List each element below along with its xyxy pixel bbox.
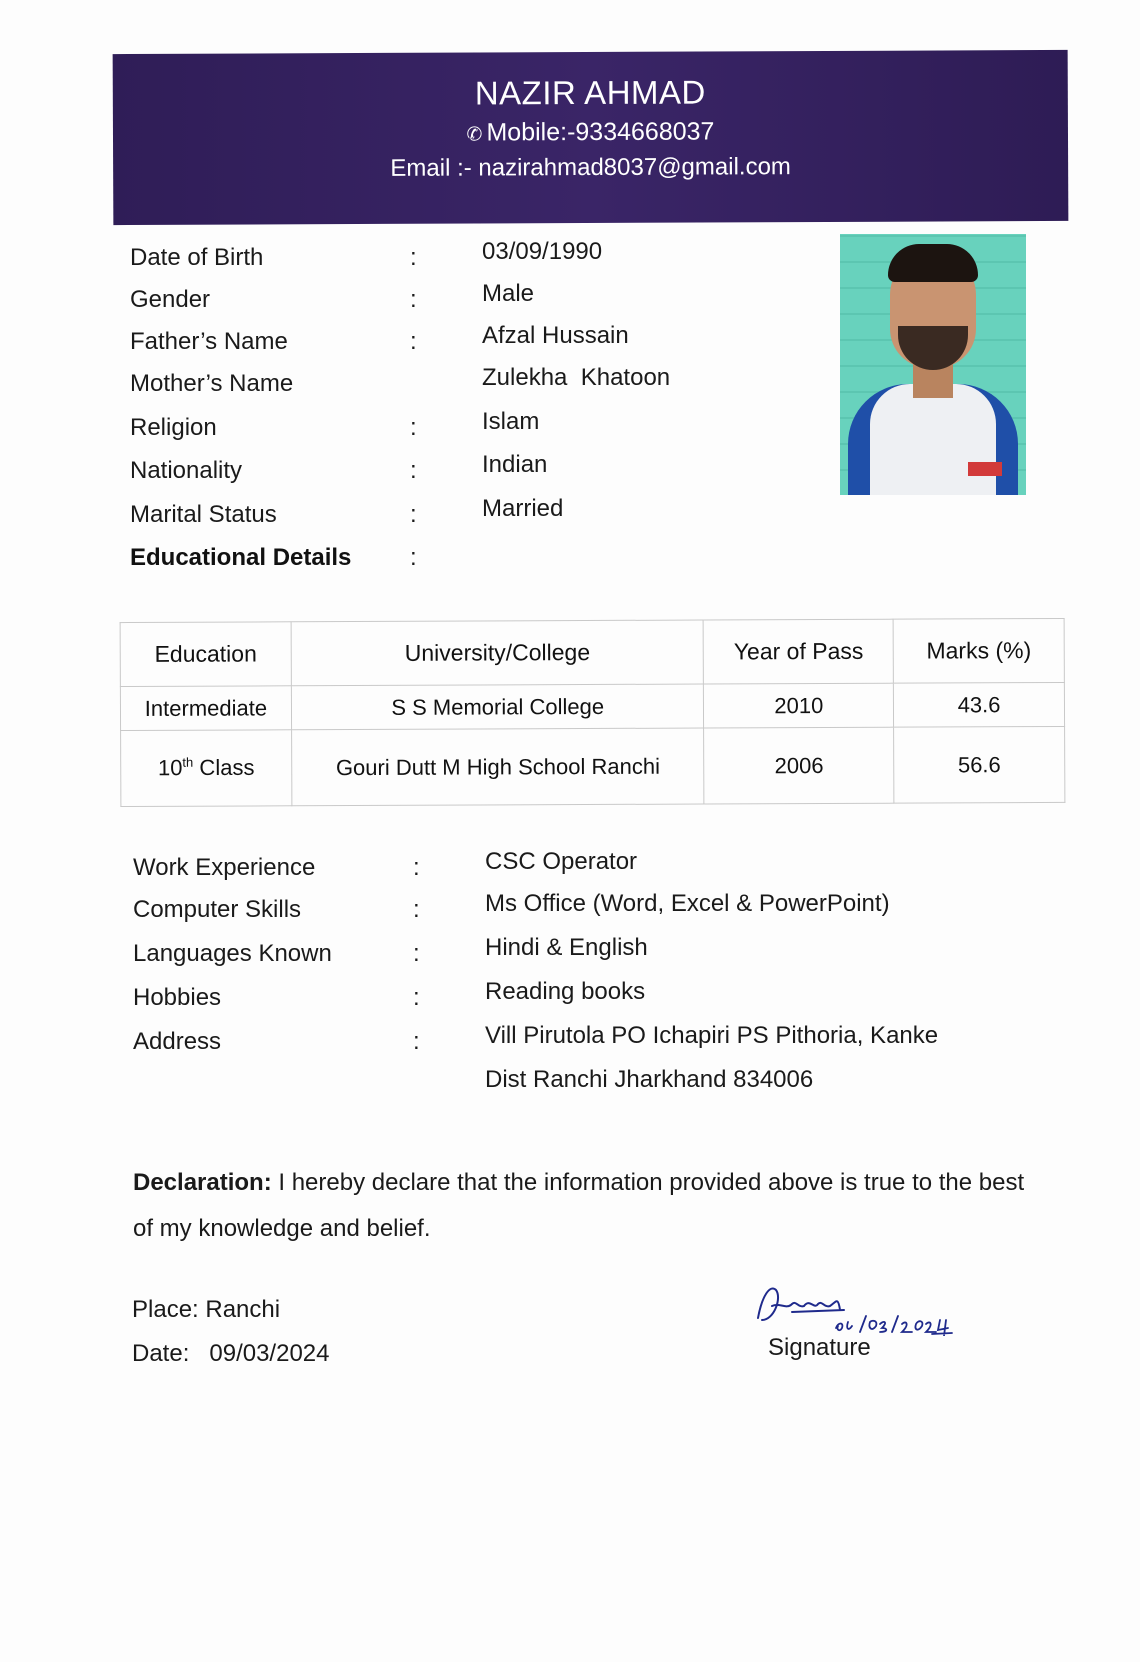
email-line: Email :- nazirahmad8037@gmail.com	[390, 153, 791, 182]
date-label: Date:	[132, 1340, 190, 1367]
declaration-text: I hereby declare that the information provided above is true to the best of my knowledge and belief.	[133, 1169, 1025, 1242]
table-cell: 2010	[704, 683, 894, 728]
detail-value: 03/09/1990	[482, 238, 603, 265]
detail-value: Ms Office (Word, Excel & PowerPoint)	[485, 890, 890, 917]
detail-label: Languages Known	[133, 940, 332, 967]
detail-value: Vill Pirutola PO Ichapiri PS Pithoria, Kanke	[485, 1022, 939, 1049]
table-header: University/College	[291, 620, 704, 686]
photo-hair	[888, 244, 978, 282]
detail-row-hobbies	[133, 978, 1033, 1024]
detail-row-address	[133, 1022, 1033, 1068]
section-heading: Educational Details	[130, 544, 352, 571]
detail-row-mother	[130, 364, 750, 410]
education-table	[120, 618, 1066, 807]
detail-row-gender	[130, 280, 750, 326]
detail-row-father	[130, 322, 750, 368]
table-cell	[121, 730, 292, 807]
detail-colon: :	[410, 244, 417, 271]
detail-colon: :	[410, 501, 417, 528]
detail-colon: :	[413, 854, 420, 881]
table-cell: 56.6	[894, 726, 1065, 803]
signature-label: Signature	[768, 1334, 871, 1361]
table-cell: Intermediate	[120, 686, 291, 731]
phone-icon: ✆	[466, 124, 483, 146]
table-header: Education	[120, 622, 291, 687]
date-value: 09/03/2024	[209, 1340, 330, 1367]
profile-photo	[840, 234, 1026, 495]
detail-label: Hobbies	[133, 984, 222, 1011]
detail-colon: :	[410, 414, 417, 441]
detail-colon: :	[410, 457, 417, 484]
detail-value: Indian	[482, 451, 548, 478]
detail-row-skills	[133, 890, 1033, 936]
detail-label: Father’s Name	[130, 328, 288, 355]
detail-colon: :	[410, 328, 417, 355]
signature-block	[752, 1276, 982, 1366]
detail-row-nationality	[130, 451, 750, 497]
detail-value: Zulekha Khatoon	[482, 364, 671, 391]
table-header: Marks (%)	[893, 618, 1064, 683]
detail-label: Nationality	[130, 457, 243, 484]
detail-row-address-cont	[133, 1066, 1033, 1112]
detail-value: Reading books	[485, 978, 646, 1005]
detail-value: Islam	[482, 408, 540, 435]
detail-label: Gender	[130, 286, 211, 313]
detail-row-dob	[130, 238, 750, 284]
photo-pocket-square	[968, 462, 1002, 476]
declaration	[133, 1160, 1033, 1252]
detail-colon: :	[413, 940, 420, 967]
candidate-name: NAZIR AHMAD	[474, 73, 706, 112]
detail-label: Marital Status	[130, 501, 277, 528]
detail-colon: :	[413, 896, 420, 923]
table-cell: Gouri Dutt M High School Ranchi	[291, 728, 704, 806]
photo-vest	[870, 384, 996, 495]
detail-label: Computer Skills	[133, 896, 302, 923]
detail-value: Dist Ranchi Jharkhand 834006	[485, 1066, 814, 1093]
detail-row-work	[133, 848, 1033, 894]
declaration-label: Declaration:	[133, 1169, 272, 1196]
table-cell: 2006	[704, 727, 894, 804]
detail-label: Date of Birth	[130, 244, 264, 271]
place-line: Place: Ranchi	[132, 1296, 281, 1323]
detail-label: Address	[133, 1028, 222, 1055]
class-suffix: th	[182, 755, 194, 771]
detail-label: Religion	[130, 414, 217, 441]
detail-row-languages	[133, 934, 1033, 980]
detail-row-education-heading	[130, 544, 750, 584]
mobile-number: Mobile:-9334668037	[486, 117, 715, 147]
date-line	[132, 1340, 330, 1368]
detail-value: CSC Operator	[485, 848, 638, 875]
resume-header	[113, 50, 1069, 225]
detail-colon: :	[413, 984, 420, 1011]
detail-label: Work Experience	[133, 854, 316, 881]
detail-value: Afzal Hussain	[482, 322, 629, 349]
table-header: Year of Pass	[704, 619, 894, 684]
detail-colon: :	[413, 1028, 420, 1055]
detail-value: Male	[482, 280, 535, 307]
table-header-row	[120, 618, 1064, 686]
detail-label: Mother’s Name	[130, 370, 294, 397]
mobile-line	[113, 116, 1068, 149]
handwritten-signature	[752, 1276, 982, 1336]
detail-row-religion	[130, 408, 750, 454]
detail-value: Married	[482, 495, 564, 522]
table-row	[121, 726, 1065, 806]
detail-value: Hindi & English	[485, 934, 648, 961]
detail-row-marital	[130, 495, 750, 541]
table-cell: 43.6	[894, 682, 1065, 727]
table-row	[120, 682, 1064, 730]
detail-colon: :	[410, 544, 417, 571]
detail-colon: :	[410, 286, 417, 313]
class-word: Class	[193, 755, 255, 781]
class-number: 10	[157, 755, 183, 781]
table-cell: S S Memorial College	[291, 684, 704, 730]
